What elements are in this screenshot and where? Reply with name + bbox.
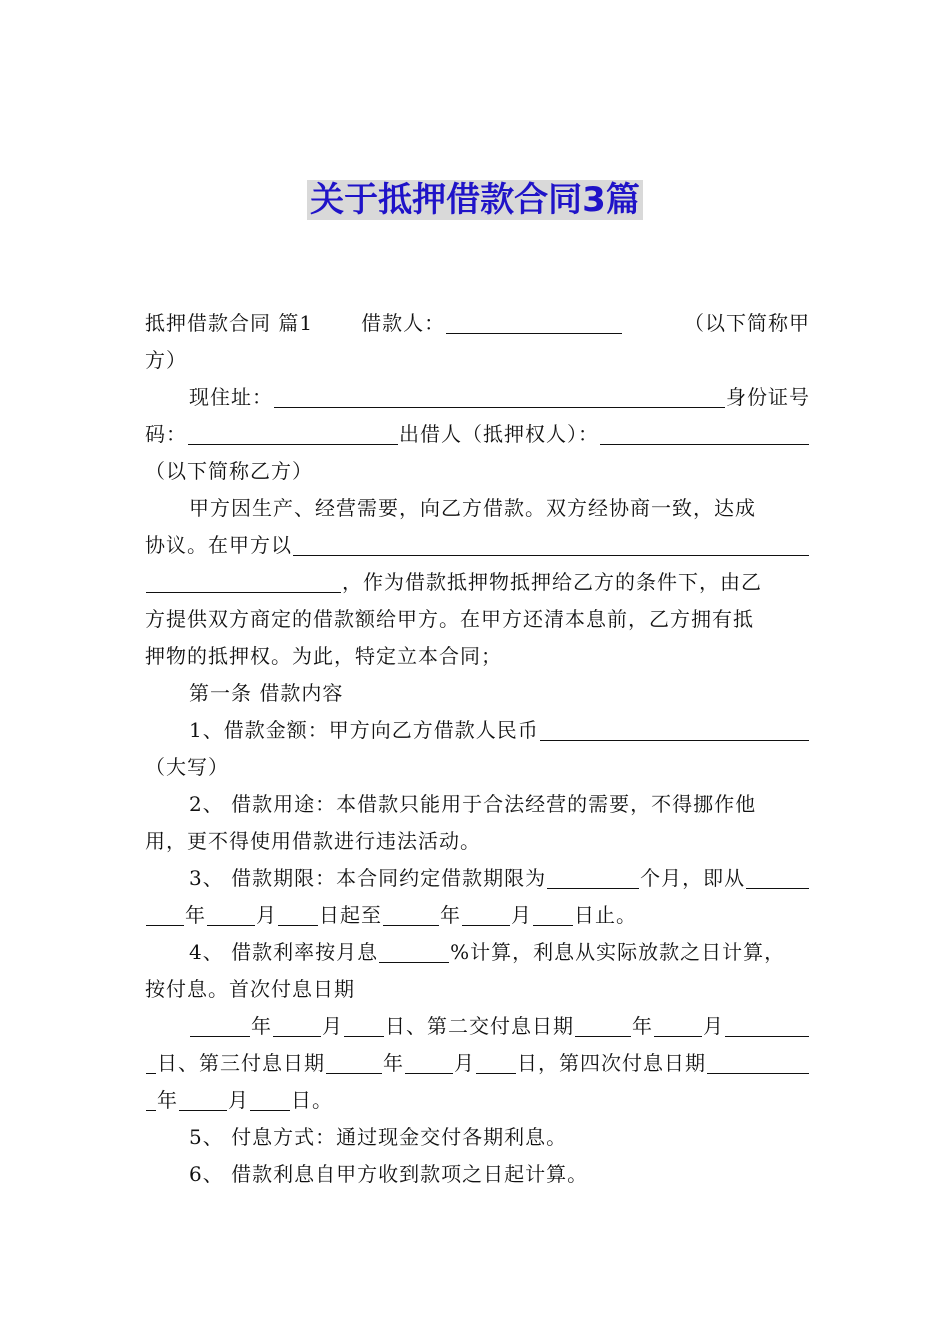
blank-amount (540, 740, 809, 741)
line-payment-dates-1: 年 月 日、第二交付息日期 年 月 (145, 1008, 810, 1045)
line-payment-dates-2: 日、第三付息日期 年 月 日，第四次付息日期 (145, 1045, 810, 1082)
blank-term-months (547, 888, 639, 889)
blank-rate (379, 962, 449, 963)
line-id-lender: 码： 出借人（抵押权人）： (145, 416, 810, 453)
blank-lender-name (600, 444, 809, 445)
line-amount: 1、借款金额：甲方向乙方借款人民币 (145, 712, 810, 749)
contract-body: 抵押借款合同 篇1 借款人： （以下简称甲 方） 现住址： 身份证号 码： 出借人（抵押权人）： （以下简称乙方） 甲方因生产、经营需要，向乙方借款。双方经协商一致，达成 协议。在甲方以 ，作为借款抵押物抵押给乙方的条件下，由乙 方提供双方商定的借款额给甲方。在甲方还清本息前，乙方拥有抵 押物的抵押权。为此，特定立本合同； 第一条 借款内容 1、借款金额：甲方向乙方借款人民币 （大写） 2、 借款用途：本借款只能用于合法经营的需要，不得挪作他 用，更不得使用借款进行违法活动。 3、 借款期限：本合同约定借款期限为 个月，即从 年 月 日起至 年 月 日止。 4、 借款利率按月息 %计算，利息从实际放款之日计算， 按付息。首次付息日期 年 月 日、第二交付息日期 年 月 日、第三付息日期 年 月 日，第四次付息日期 年 月 日。 5、 付息方式：通过现金交付各期利息。 6、 借款利息自甲方收到款项之日起计算。 (145, 305, 810, 1193)
blank-start-year-a (746, 888, 809, 889)
blank-borrower-name (446, 333, 622, 334)
line-term: 3、 借款期限：本合同约定借款期限为 个月，即从 (145, 860, 810, 897)
line-collateral: 协议。在甲方以 (145, 527, 810, 564)
blank-collateral-cont (146, 592, 341, 593)
blank-collateral (293, 555, 809, 556)
blank-id-number (188, 444, 398, 445)
document-title: 关于抵押借款合同3篇 (0, 176, 950, 224)
line-address: 现住址： 身份证号 (189, 385, 810, 409)
line-interest-rate: 4、 借款利率按月息 %计算，利息从实际放款之日计算， (189, 940, 786, 964)
blank-address (274, 407, 725, 408)
line-borrower: 抵押借款合同 篇1 借款人： （以下简称甲 (145, 311, 810, 335)
line-collateral-cont: ，作为借款抵押物抵押给乙方的条件下，由乙 (145, 564, 810, 601)
line-term-dates: 年 月 日起至 年 月 日止。 (145, 897, 810, 934)
line-payment-dates-3: 年 月 日。 (145, 1082, 810, 1119)
